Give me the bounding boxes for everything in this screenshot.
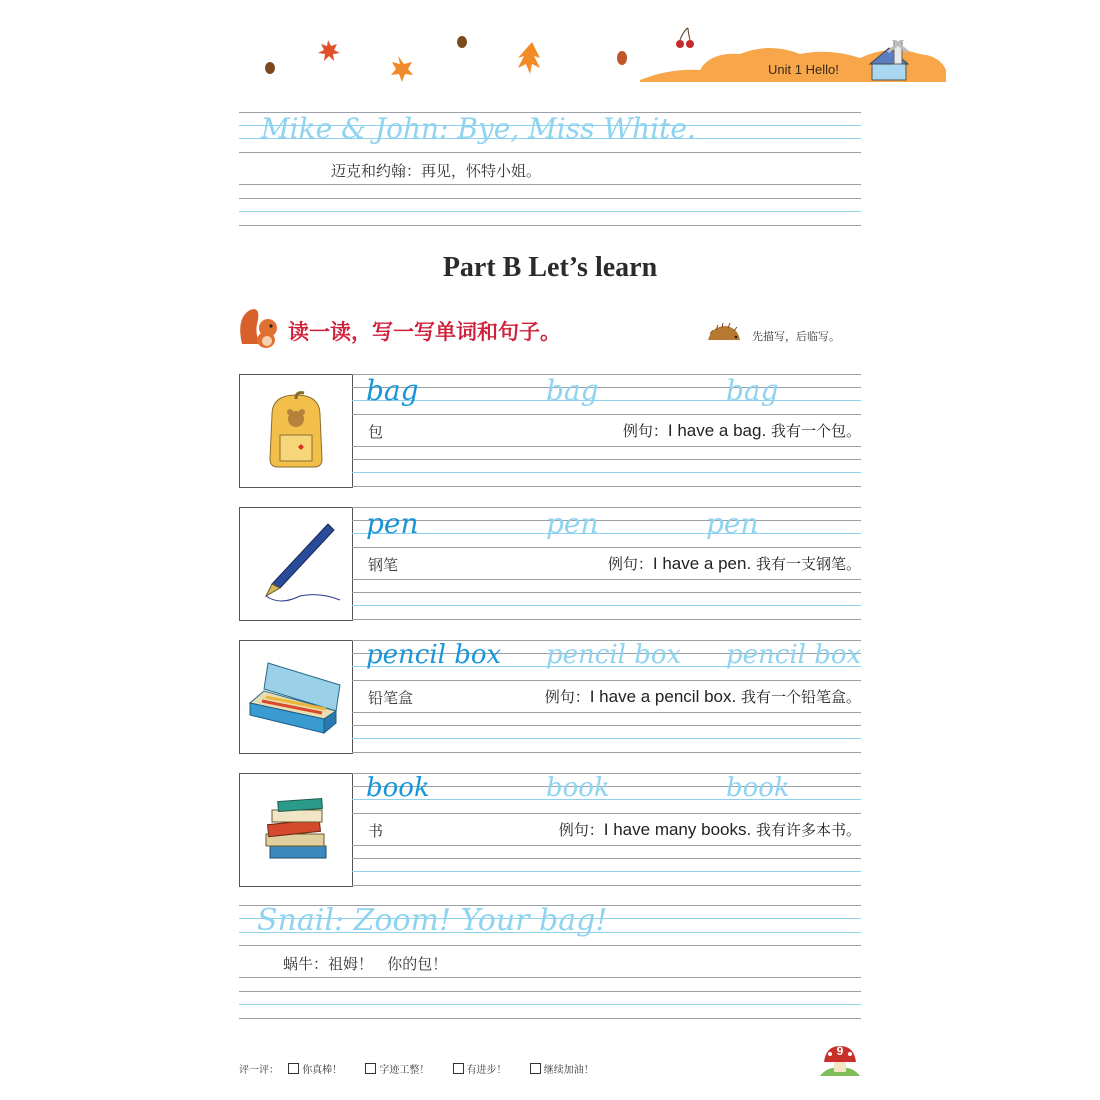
rating-option-great[interactable]: 你真棒！ (288, 1065, 342, 1076)
autumn-leaves-icon (260, 32, 640, 82)
word-trace-2: book (726, 773, 790, 803)
checkbox[interactable] (288, 1063, 299, 1074)
word-lines-bag (352, 374, 861, 486)
word-solid: bag (366, 374, 419, 407)
dialogue-top-english: Mike & John: Bye, Miss White. (261, 112, 696, 145)
word-trace-1: bag (546, 374, 599, 407)
instruction-hint: 先描写，后临写。 (752, 330, 840, 343)
word-trace-1: pen (546, 507, 599, 540)
hedgehog-icon (704, 322, 744, 344)
word-meaning: 书 (368, 822, 384, 840)
dialogue-top-chinese: 迈克和约翰：再见，怀特小姐。 (331, 162, 542, 180)
word-lines-pen (352, 507, 861, 619)
word-card-pen (239, 507, 861, 621)
backpack-icon (239, 374, 353, 488)
example-sentence: 例句：I have many books. 我有许多本书。 (558, 820, 861, 839)
cherries-icon (672, 26, 702, 50)
word-trace-1: pencil box (546, 640, 682, 670)
example-sentence: 例句：I have a bag. 我有一个包。 (622, 421, 861, 440)
rating-option-keep-going[interactable]: 继续加油！ (530, 1065, 594, 1076)
section-title: Part B Let’s learn (442, 252, 658, 283)
dialogue-bottom-english: Snail: Zoom! Your bag! (257, 903, 608, 938)
example-sentence: 例句：I have a pencil box. 我有一个铅笔盒。 (544, 687, 861, 706)
page-number-badge (816, 1042, 864, 1076)
word-card-book (239, 773, 861, 887)
word-meaning: 铅笔盒 (368, 689, 414, 707)
checkbox[interactable] (453, 1063, 464, 1074)
word-solid: book (366, 773, 430, 803)
word-card-pencil-box (239, 640, 861, 754)
rating-option-progress[interactable]: 有进步！ (453, 1065, 507, 1076)
page-number: 9 (836, 1044, 844, 1058)
word-meaning: 钢笔 (368, 556, 399, 574)
rating-row (239, 1061, 594, 1076)
checkbox[interactable] (365, 1063, 376, 1074)
word-card-bag (239, 374, 861, 488)
word-lines-book (352, 773, 861, 885)
example-sentence: 例句：I have a pen. 我有一支钢笔。 (607, 554, 861, 573)
word-trace-2: pencil box (726, 640, 862, 670)
word-lines-pencil-box (352, 640, 861, 752)
checkbox[interactable] (530, 1063, 541, 1074)
books-icon (239, 773, 353, 887)
dialogue-bottom-lines (239, 905, 861, 1021)
word-trace-1: book (546, 773, 610, 803)
word-solid: pen (366, 507, 419, 540)
rating-label: 评一评： (239, 1065, 279, 1076)
pencil-box-icon (239, 640, 353, 754)
dialogue-top-lines (239, 112, 861, 228)
squirrel-icon (236, 304, 282, 350)
word-trace-2: bag (726, 374, 779, 407)
instruction: 读一读，写一写单词和句子。 (288, 319, 561, 344)
rating-option-neat[interactable]: 字迹工整！ (365, 1065, 429, 1076)
pen-icon (239, 507, 353, 621)
unit-title: Unit 1 Hello! (768, 62, 839, 77)
word-meaning: 包 (368, 423, 384, 441)
dialogue-bottom-chinese: 蜗牛：祖姆！ 你的包！ (283, 955, 448, 973)
word-solid: pencil box (366, 640, 502, 670)
word-trace-2: pen (706, 507, 759, 540)
